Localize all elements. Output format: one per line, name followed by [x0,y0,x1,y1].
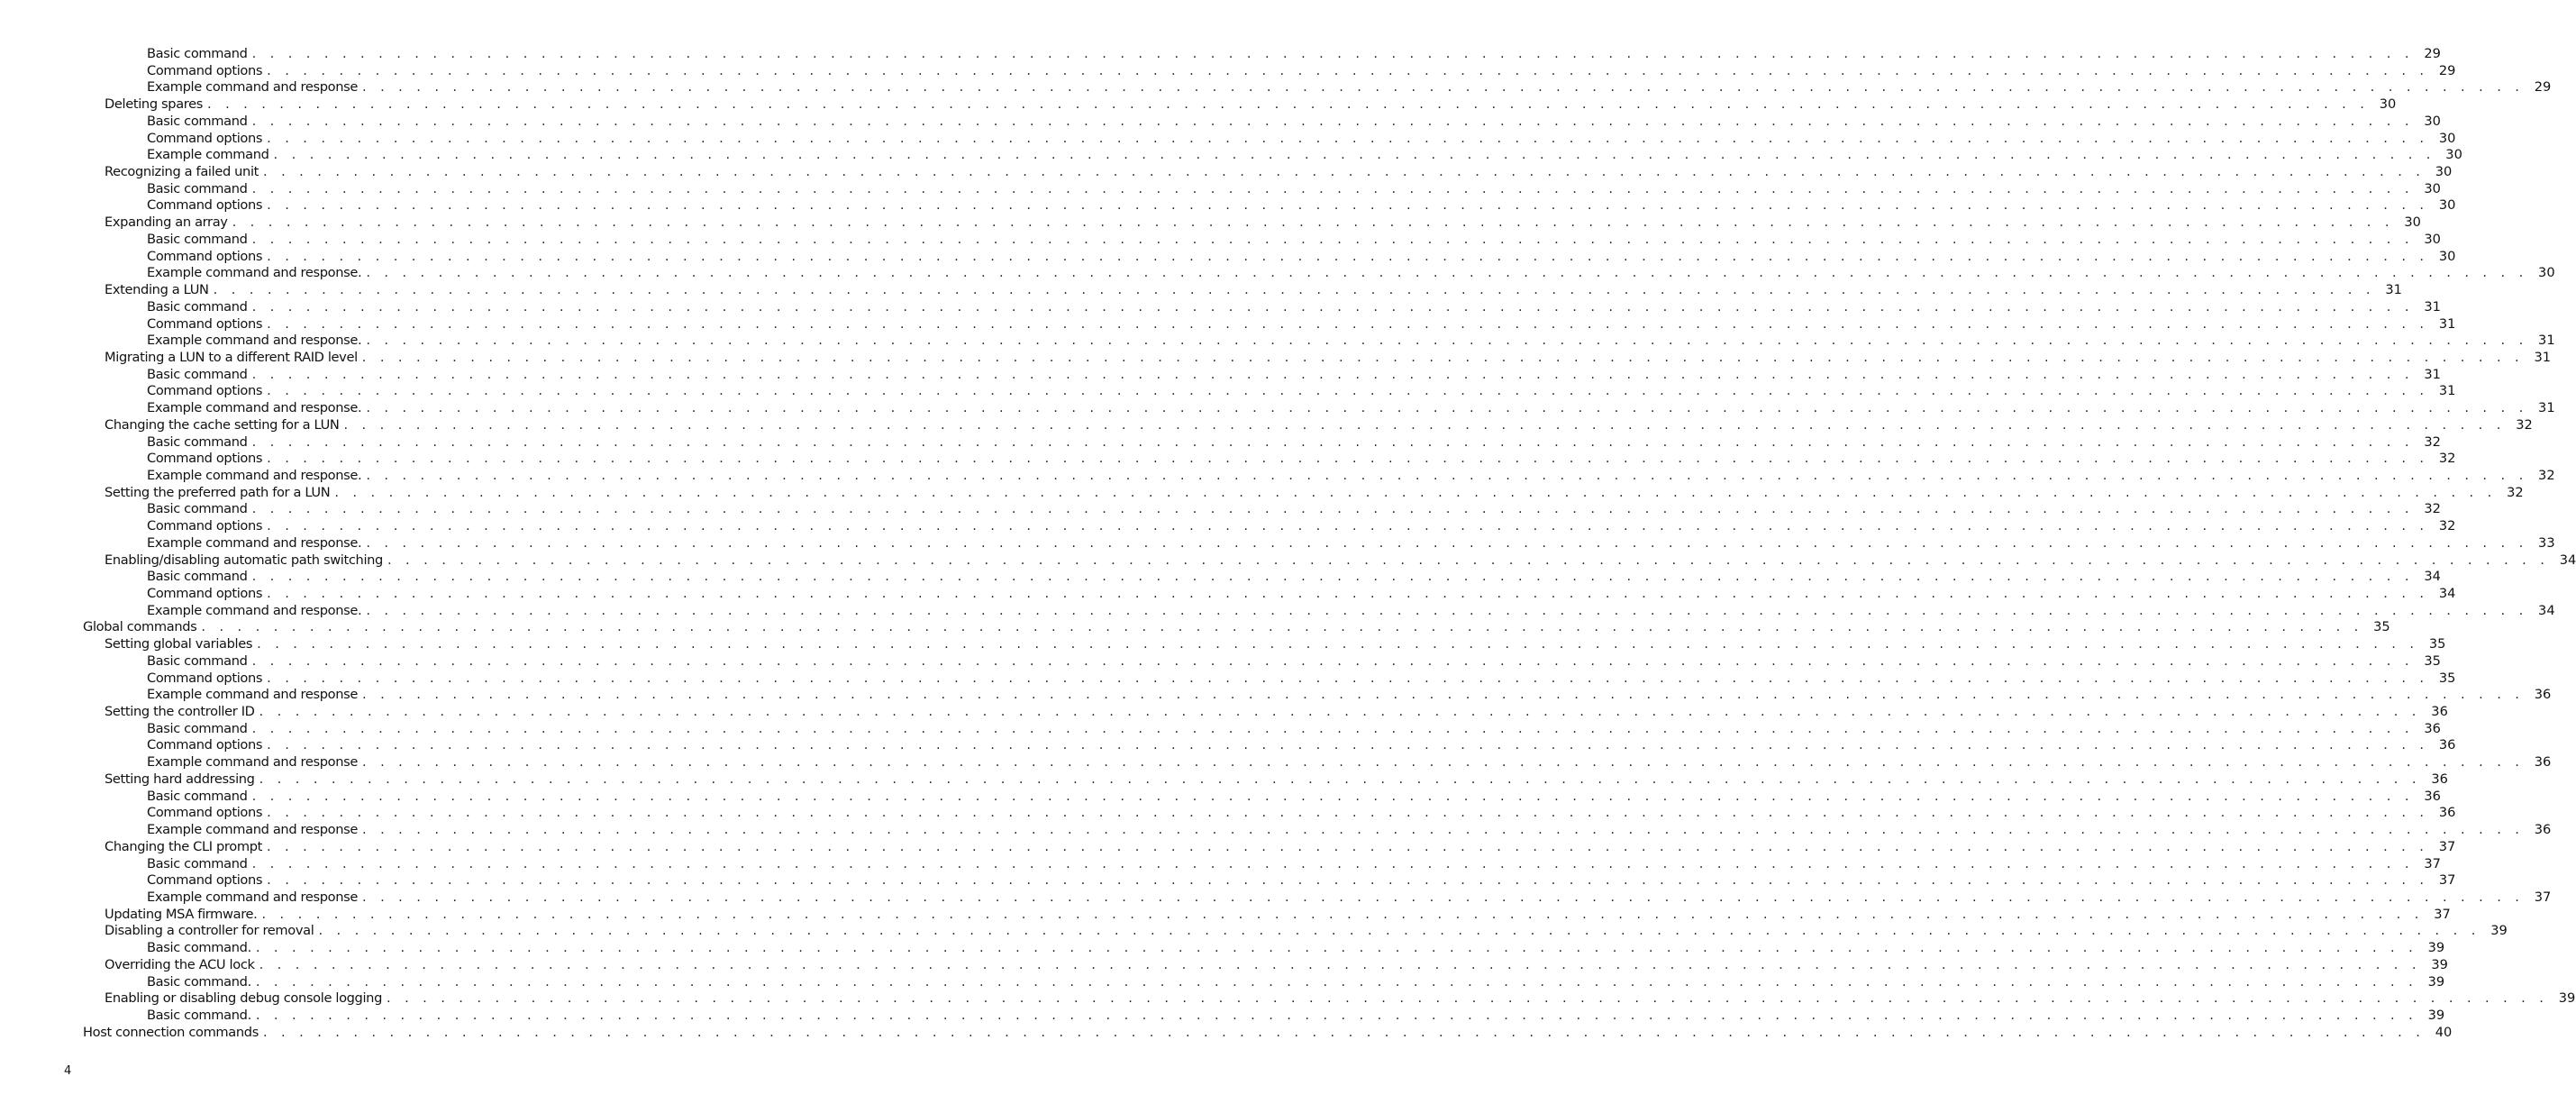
toc-entry[interactable] [0,552,2576,570]
toc-entry-title[interactable]: Setting the preferred path for a LUN [105,484,331,500]
toc-entry-page-number[interactable]: 30 [2438,248,2456,264]
dot-leader: . . . . . . . . . . . . . . . . . . . . . . . . . . . . . . . . . . . . . . . . . . . . . . . . . . . . . . . . . . . . . . . . . . . . . . . . . . . . . . . . . . . . . . . . . . . . . . . . . . . . . . . . . . . . . . . . . . . . . . . . [263,164,2426,180]
dot-leader: . . . . . . . . . . . . . . . . . . . . . . . . . . . . . . . . . . . . . . . . . . . . . . . . . . . . . . . . . . . . . . . . . . . . . . . . . . . . . . . . . . . . . . . . . . . . . . . . . . . . . . . . . . . . . . . . . . . . . . . . [251,720,2414,736]
toc-entry-title[interactable]: Global commands [83,619,197,635]
toc-entry-title[interactable]: Example command and response [147,687,359,703]
toc-entry-title[interactable]: Basic command [147,180,248,196]
toc-entry-page-number[interactable]: 36 [2431,704,2448,720]
toc-entry-title[interactable]: Example command and response. [147,400,362,416]
toc-entry-page-number[interactable]: 34 [2438,586,2456,601]
toc-entry-page-number[interactable]: 37 [2434,906,2451,922]
toc-entry[interactable] [0,838,2456,856]
dot-leader: . . . . . . . . . . . . . . . . . . . . . . . . . . . . . . . . . . . . . . . . . . . . . . . . . . . . . . . . . . . . . . . . . . . . . . . . . . . . . . . . . . . . . . . . . . . . . . . . . . . . . . . . . . . . . . . . . . . . . . . . [366,400,2528,416]
toc-entry-page-number[interactable]: 30 [2424,180,2441,196]
toc-entry-title[interactable]: Basic command [147,501,248,517]
toc-entry-title[interactable]: Basic command. [147,940,251,956]
toc-entry-page-number[interactable]: 36 [2534,754,2552,771]
toc-entry-title[interactable]: Example command and response [147,822,359,838]
toc-entry-page-number[interactable]: 40 [2435,1024,2453,1040]
toc-entry-page-number[interactable]: 37 [2424,855,2441,871]
toc-entry-title[interactable]: Basic command [147,788,248,804]
dot-leader: . . . . . . . . . . . . . . . . . . . . . . . . . . . . . . . . . . . . . . . . . . . . . . . . . . . . . . . . . . . . . . . . . . . . . . . . . . . . . . . . . . . . . . . . . . . . . . . . . . . . . . . . . . . . . . . . . . . . . . . . [267,315,2429,332]
dot-leader: . . . . . . . . . . . . . . . . . . . . . . . . . . . . . . . . . . . . . . . . . . . . . . . . . . . . . . . . . . . . . . . . . . . . . . . . . . . . . . . . . . . . . . . . . . . . . . . . . . . . . . . . . . . . . . . . . . . . . . . . [267,670,2429,686]
toc-entry[interactable] [0,956,2448,974]
toc-entry-page-number[interactable]: 29 [2534,79,2552,96]
toc-entry-title[interactable]: Deleting spares [105,96,203,113]
toc-entry-page-number[interactable]: 35 [2373,619,2390,635]
toc-entry[interactable] [0,619,2390,636]
toc-entry-page-number[interactable]: 31 [2385,282,2402,298]
toc-entry[interactable] [0,96,2397,114]
dot-leader: . . . . . . . . . . . . . . . . . . . . . . . . . . . . . . . . . . . . . . . . . . . . . . . . . . . . . . . . . . . . . . . . . . . . . . . . . . . . . . . . . . . . . . . . . . . . . . . . . . . . . . . . . . . . . . . . . . . . . . . . [273,147,2435,163]
toc-entry-page-number[interactable]: 30 [2438,130,2456,146]
toc-entry-page-number[interactable]: 37 [2534,889,2552,905]
toc-entry-page-number[interactable]: 36 [2438,805,2456,821]
page-number: 4 [64,1064,72,1078]
toc-entry-page-number[interactable]: 31 [2538,333,2555,349]
toc-entry-page-number[interactable]: 32 [2424,433,2441,450]
toc-entry[interactable] [0,282,2402,299]
toc-entry-title[interactable]: Basic command. [147,973,251,990]
dot-leader: . . . . . . . . . . . . . . . . . . . . . . . . . . . . . . . . . . . . . . . . . . . . . . . . . . . . . . . . . . . . . . . . . . . . . . . . . . . . . . . . . . . . . . . . . . . . . . . . . . . . . . . . . . . . . . . . . . . . . . . . [257,636,2419,652]
toc-entry-title[interactable]: Recognizing a failed unit [105,164,259,180]
toc-entry[interactable] [0,180,2441,198]
dot-leader: . . . . . . . . . . . . . . . . . . . . . . . . . . . . . . . . . . . . . . . . . . . . . . . . . . . . . . . . . . . . . . . . . . . . . . . . . . . . . . . . . . . . . . . . . . . . . . . . . . . . . . . . . . . . . . . . . . . . . . . . [361,349,2525,365]
dot-leader: . . . . . . . . . . . . . . . . . . . . . . . . . . . . . . . . . . . . . . . . . . . . . . . . . . . . . . . . . . . . . . . . . . . . . . . . . . . . . . . . . . . . . . . . . . . . . . . . . . . . . . . . . . . . . . . . . . . . . . . . [318,923,2480,939]
dot-leader: . . . . . . . . . . . . . . . . . . . . . . . . . . . . . . . . . . . . . . . . . . . . . . . . . . . . . . . . . . . . . . . . . . . . . . . . . . . . . . . . . . . . . . . . . . . . . . . . . . . . . . . . . . . . . . . . . . . . . . . . [251,788,2414,804]
toc-entry-title[interactable]: Expanding an array [105,214,228,231]
dot-leader: . . . . . . . . . . . . . . . . . . . . . . . . . . . . . . . . . . . . . . . . . . . . . . . . . . . . . . . . . . . . . . . . . . . . . . . . . . . . . . . . . . . . . . . . . . . . . . . . . . . . . . . . . . . . . . . . . . . . . . . . [267,586,2429,601]
dot-leader: . . . . . . . . . . . . . . . . . . . . . . . . . . . . . . . . . . . . . . . . . . . . . . . . . . . . . . . . . . . . . . . . . . . . . . . . . . . . . . . . . . . . . . . . . . . . . . . . . . . . . . . . . . . . . . . . . . . . . . . . [267,248,2429,264]
dot-leader: . . . . . . . . . . . . . . . . . . . . . . . . . . . . . . . . . . . . . . . . . . . . . . . . . . . . . . . . . . . . . . . . . . . . . . . . . . . . . . . . . . . . . . . . . . . . . . . . . . . . . . . . . . . . . . . . . . . . . . . . [251,298,2414,315]
toc-entry[interactable] [0,1007,2445,1025]
toc-entry[interactable] [0,754,2552,771]
toc-entry[interactable] [0,940,2445,957]
dot-leader: . . . . . . . . . . . . . . . . . . . . . . . . . . . . . . . . . . . . . . . . . . . . . . . . . . . . . . . . . . . . . . . . . . . . . . . . . . . . . . . . . . . . . . . . . . . . . . . . . . . . . . . . . . . . . . . . . . . . . . . . [251,366,2414,382]
toc-entry-title[interactable]: Setting the controller ID [105,704,255,720]
dot-leader: . . . . . . . . . . . . . . . . . . . . . . . . . . . . . . . . . . . . . . . . . . . . . . . . . . . . . . . . . . . . . . . . . . . . . . . . . . . . . . . . . . . . . . . . . . . . . . . . . . . . . . . . . . . . . . . . . . . . . . . . [267,805,2429,821]
dot-leader: . . . . . . . . . . . . . . . . . . . . . . . . . . . . . . . . . . . . . . . . . . . . . . . . . . . . . . . . . . . . . . . . . . . . . . . . . . . . . . . . . . . . . . . . . . . . . . . . . . . . . . . . . . . . . . . . . . . . . . . . [366,265,2528,281]
toc-entry[interactable] [0,383,2456,400]
toc-entry[interactable] [0,416,2533,434]
toc-entry-page-number[interactable]: 34 [2424,569,2441,585]
toc-entry-title[interactable]: Example command and response [147,889,359,905]
toc-entry[interactable] [0,990,2576,1008]
toc-entry-page-number[interactable]: 37 [2438,838,2456,854]
toc-entry[interactable] [0,484,2524,502]
toc-entry[interactable] [0,1024,2453,1042]
toc-entry[interactable] [0,147,2462,164]
toc-entry-title[interactable]: Basic command [147,720,248,736]
toc-entry-title[interactable]: Command options [147,315,263,332]
toc-entry-title[interactable]: Enabling or disabling debug console logging [105,990,382,1007]
toc-entry[interactable] [0,113,2441,131]
toc-entry-title[interactable]: Command options [147,872,263,889]
toc-entry-title[interactable]: Basic command [147,298,248,315]
toc-entry-title[interactable]: Example command [147,147,269,163]
toc-entry-page-number[interactable]: 31 [2438,383,2456,399]
toc-entry[interactable] [0,298,2441,316]
dot-leader: . . . . . . . . . . . . . . . . . . . . . . . . . . . . . . . . . . . . . . . . . . . . . . . . . . . . . . . . . . . . . . . . . . . . . . . . . . . . . . . . . . . . . . . . . . . . . . . . . . . . . . . . . . . . . . . . . . . . . . . . [251,433,2414,450]
toc-entry[interactable] [0,652,2441,671]
toc-entry-title[interactable]: Basic command [147,433,248,450]
toc-entry-page-number[interactable]: 32 [2438,518,2456,534]
dot-leader: . . . . . . . . . . . . . . . . . . . . . . . . . . . . . . . . . . . . . . . . . . . . . . . . . . . . . . . . . . . . . . . . . . . . . . . . . . . . . . . . . . . . . . . . . . . . . . . . . . . . . . . . . . . . . . . . . . . . . . . . [366,467,2528,483]
toc-entry-title[interactable]: Migrating a LUN to a different RAID level [105,349,358,365]
toc-entry-title[interactable]: Basic command [147,855,248,871]
dot-leader: . . . . . . . . . . . . . . . . . . . . . . . . . . . . . . . . . . . . . . . . . . . . . . . . . . . . . . . . . . . . . . . . . . . . . . . . . . . . . . . . . . . . . . . . . . . . . . . . . . . . . . . . . . . . . . . . . . . . . . . . [201,619,2363,635]
toc-entry-page-number[interactable]: 36 [2534,822,2552,838]
toc-entry-title[interactable]: Command options [147,737,263,753]
toc-entry[interactable] [0,872,2456,889]
dot-leader: . . . . . . . . . . . . . . . . . . . . . . . . . . . . . . . . . . . . . . . . . . . . . . . . . . . . . . . . . . . . . . . . . . . . . . . . . . . . . . . . . . . . . . . . . . . . . . . . . . . . . . . . . . . . . . . . . . . . . . . . [267,737,2429,753]
toc-entry-title[interactable]: Changing the cache setting for a LUN [105,416,340,433]
toc-entry-page-number[interactable]: 39 [2427,940,2445,956]
toc-entry[interactable] [0,366,2441,384]
toc-entry-page-number[interactable]: 30 [2445,147,2462,163]
dot-leader: . . . . . . . . . . . . . . . . . . . . . . . . . . . . . . . . . . . . . . . . . . . . . . . . . . . . . . . . . . . . . . . . . . . . . . . . . . . . . . . . . . . . . . . . . . . . . . . . . . . . . . . . . . . . . . . . . . . . . . . . [251,569,2414,585]
toc-entry-page-number[interactable]: 39 [2490,923,2508,939]
toc-entry[interactable] [0,586,2456,603]
toc-entry-title[interactable]: Command options [147,586,263,601]
dot-leader: . . . . . . . . . . . . . . . . . . . . . . . . . . . . . . . . . . . . . . . . . . . . . . . . . . . . . . . . . . . . . . . . . . . . . . . . . . . . . . . . . . . . . . . . . . . . . . . . . . . . . . . . . . . . . . . . . . . . . . . . [259,704,2421,720]
toc-entry-page-number[interactable]: 30 [2435,164,2453,180]
dot-leader: . . . . . . . . . . . . . . . . . . . . . . . . . . . . . . . . . . . . . . . . . . . . . . . . . . . . . . . . . . . . . . . . . . . . . . . . . . . . . . . . . . . . . . . . . . . . . . . . . . . . . . . . . . . . . . . . . . . . . . . . [343,416,2506,433]
toc-entry[interactable] [0,906,2451,924]
toc-entry[interactable] [0,720,2441,738]
dot-leader: . . . . . . . . . . . . . . . . . . . . . . . . . . . . . . . . . . . . . . . . . . . . . . . . . . . . . . . . . . . . . . . . . . . . . . . . . . . . . . . . . . . . . . . . . . . . . . . . . . . . . . . . . . . . . . . . . . . . . . . . [251,113,2414,129]
toc-entry-title[interactable]: Example command and response. [147,534,362,551]
toc-entry[interactable] [0,670,2456,688]
toc-entry[interactable] [0,534,2555,552]
toc-entry-title[interactable]: Command options [147,248,263,264]
toc-entry[interactable] [0,451,2456,468]
toc-entry-page-number[interactable]: 30 [2438,197,2456,214]
toc-entry-title[interactable]: Command options [147,805,263,821]
toc-entry-page-number[interactable]: 39 [2427,973,2445,990]
toc-entry-title[interactable]: Example command and response [147,79,359,96]
dot-leader: . . . . . . . . . . . . . . . . . . . . . . . . . . . . . . . . . . . . . . . . . . . . . . . . . . . . . . . . . . . . . . . . . . . . . . . . . . . . . . . . . . . . . . . . . . . . . . . . . . . . . . . . . . . . . . . . . . . . . . . . [366,534,2528,551]
toc-entry-title[interactable]: Command options [147,518,263,534]
toc-entry-page-number[interactable]: 36 [2431,771,2448,787]
toc-entry-title[interactable]: Example command and response [147,754,359,771]
toc-entry-page-number[interactable]: 32 [2424,501,2441,517]
toc-entry-page-number[interactable]: 35 [2438,670,2456,686]
toc-entry-page-number[interactable]: 31 [2424,366,2441,382]
toc-entry-page-number[interactable]: 36 [2424,720,2441,736]
dot-leader: . . . . . . . . . . . . . . . . . . . . . . . . . . . . . . . . . . . . . . . . . . . . . . . . . . . . . . . . . . . . . . . . . . . . . . . . . . . . . . . . . . . . . . . . . . . . . . . . . . . . . . . . . . . . . . . . . . . . . . . . [255,940,2418,956]
dot-leader: . . . . . . . . . . . . . . . . . . . . . . . . . . . . . . . . . . . . . . . . . . . . . . . . . . . . . . . . . . . . . . . . . . . . . . . . . . . . . . . . . . . . . . . . . . . . . . . . . . . . . . . . . . . . . . . . . . . . . . . . [251,652,2414,669]
toc-entry-page-number[interactable]: 31 [2424,298,2441,315]
toc-entry[interactable] [0,737,2456,754]
toc-entry-title[interactable]: Basic command [147,46,248,61]
toc-entry-title[interactable]: Basic command [147,231,248,247]
toc-entry[interactable] [0,923,2508,940]
toc-entry-title[interactable]: Basic command [147,113,248,129]
toc-entry-page-number[interactable]: 31 [2438,315,2456,332]
toc-entry-title[interactable]: Command options [147,130,263,146]
table-of-contents [0,46,2576,1041]
toc-entry-title[interactable]: Command options [147,197,263,214]
dot-leader: . . . . . . . . . . . . . . . . . . . . . . . . . . . . . . . . . . . . . . . . . . . . . . . . . . . . . . . . . . . . . . . . . . . . . . . . . . . . . . . . . . . . . . . . . . . . . . . . . . . . . . . . . . . . . . . . . . . . . . . . [362,822,2525,838]
toc-entry[interactable] [0,197,2456,214]
dot-leader: . . . . . . . . . . . . . . . . . . . . . . . . . . . . . . . . . . . . . . . . . . . . . . . . . . . . . . . . . . . . . . . . . . . . . . . . . . . . . . . . . . . . . . . . . . . . . . . . . . . . . . . . . . . . . . . . . . . . . . . . [232,214,2394,231]
dot-leader: . . . . . . . . . . . . . . . . . . . . . . . . . . . . . . . . . . . . . . . . . . . . . . . . . . . . . . . . . . . . . . . . . . . . . . . . . . . . . . . . . . . . . . . . . . . . . . . . . . . . . . . . . . . . . . . . . . . . . . . . [251,855,2414,871]
toc-entry[interactable] [0,214,2421,232]
toc-entry-title[interactable]: Command options [147,62,263,78]
toc-entry-page-number[interactable]: 30 [2404,214,2421,231]
toc-entry[interactable] [0,265,2555,282]
dot-leader: . . . . . . . . . . . . . . . . . . . . . . . . . . . . . . . . . . . . . . . . . . . . . . . . . . . . . . . . . . . . . . . . . . . . . . . . . . . . . . . . . . . . . . . . . . . . . . . . . . . . . . . . . . . . . . . . . . . . . . . . [255,1007,2418,1023]
toc-entry[interactable] [0,231,2441,249]
dot-leader: . . . . . . . . . . . . . . . . . . . . . . . . . . . . . . . . . . . . . . . . . . . . . . . . . . . . . . . . . . . . . . . . . . . . . . . . . . . . . . . . . . . . . . . . . . . . . . . . . . . . . . . . . . . . . . . . . . . . . . . . [362,754,2525,771]
toc-entry[interactable] [0,602,2555,620]
dot-leader: . . . . . . . . . . . . . . . . . . . . . . . . . . . . . . . . . . . . . . . . . . . . . . . . . . . . . . . . . . . . . . . . . . . . . . . . . . . . . . . . . . . . . . . . . . . . . . . . . . . . . . . . . . . . . . . . . . . . . . . . [267,451,2429,467]
dot-leader: . . . . . . . . . . . . . . . . . . . . . . . . . . . . . . . . . . . . . . . . . . . . . . . . . . . . . . . . . . . . . . . . . . . . . . . . . . . . . . . . . . . . . . . . . . . . . . . . . . . . . . . . . . . . . . . . . . . . . . . . [251,501,2414,517]
dot-leader: . . . . . . . . . . . . . . . . . . . . . . . . . . . . . . . . . . . . . . . . . . . . . . . . . . . . . . . . . . . . . . . . . . . . . . . . . . . . . . . . . . . . . . . . . . . . . . . . . . . . . . . . . . . . . . . . . . . . . . . . [267,518,2429,534]
toc-entry[interactable] [0,518,2456,535]
dot-leader: . . . . . . . . . . . . . . . . . . . . . . . . . . . . . . . . . . . . . . . . . . . . . . . . . . . . . . . . . . . . . . . . . . . . . . . . . . . . . . . . . . . . . . . . . . . . . . . . . . . . . . . . . . . . . . . . . . . . . . . . [267,130,2429,146]
toc-entry-page-number[interactable]: 31 [2534,349,2552,365]
toc-entry-page-number[interactable]: 39 [2427,1007,2445,1023]
toc-entry-title[interactable]: Enabling/disabling automatic path switching [105,552,383,568]
dot-leader: . . . . . . . . . . . . . . . . . . . . . . . . . . . . . . . . . . . . . . . . . . . . . . . . . . . . . . . . . . . . . . . . . . . . . . . . . . . . . . . . . . . . . . . . . . . . . . . . . . . . . . . . . . . . . . . . . . . . . . . . [259,956,2421,972]
dot-leader: . . . . . . . . . . . . . . . . . . . . . . . . . . . . . . . . . . . . . . . . . . . . . . . . . . . . . . . . . . . . . . . . . . . . . . . . . . . . . . . . . . . . . . . . . . . . . . . . . . . . . . . . . . . . . . . . . . . . . . . . [366,333,2528,349]
toc-entry-title[interactable]: Basic command [147,366,248,382]
toc-entry[interactable] [0,333,2555,350]
dot-leader: . . . . . . . . . . . . . . . . . . . . . . . . . . . . . . . . . . . . . . . . . . . . . . . . . . . . . . . . . . . . . . . . . . . . . . . . . . . . . . . . . . . . . . . . . . . . . . . . . . . . . . . . . . . . . . . . . . . . . . . . [213,282,2375,298]
toc-entry-title[interactable]: Command options [147,383,263,399]
toc-entry[interactable] [0,855,2441,873]
toc-entry-page-number[interactable]: 30 [2379,96,2397,113]
dot-leader: . . . . . . . . . . . . . . . . . . . . . . . . . . . . . . . . . . . . . . . . . . . . . . . . . . . . . . . . . . . . . . . . . . . . . . . . . . . . . . . . . . . . . . . . . . . . . . . . . . . . . . . . . . . . . . . . . . . . . . . . [266,838,2429,854]
dot-leader: . . . . . . . . . . . . . . . . . . . . . . . . . . . . . . . . . . . . . . . . . . . . . . . . . . . . . . . . . . . . . . . . . . . . . . . . . . . . . . . . . . . . . . . . . . . . . . . . . . . . . . . . . . . . . . . . . . . . . . . . [259,771,2421,787]
toc-entry[interactable] [0,501,2441,518]
toc-entry-title[interactable]: Example command and response. [147,602,362,618]
toc-entry-page-number[interactable]: 32 [2438,451,2456,467]
toc-entry[interactable] [0,822,2552,839]
toc-entry-title[interactable]: Updating MSA firmware. [105,906,258,922]
toc-entry-title[interactable]: Example command and response. [147,265,362,281]
dot-leader: . . . . . . . . . . . . . . . . . . . . . . . . . . . . . . . . . . . . . . . . . . . . . . . . . . . . . . . . . . . . . . . . . . . . . . . . . . . . . . . . . . . . . . . . . . . . . . . . . . . . . . . . . . . . . . . . . . . . . . . . [267,872,2429,889]
dot-leader: . . . . . . . . . . . . . . . . . . . . . . . . . . . . . . . . . . . . . . . . . . . . . . . . . . . . . . . . . . . . . . . . . . . . . . . . . . . . . . . . . . . . . . . . . . . . . . . . . . . . . . . . . . . . . . . . . . . . . . . . [334,484,2497,500]
toc-entry[interactable] [0,164,2453,181]
toc-entry-page-number[interactable]: 37 [2438,872,2456,889]
toc-entry-page-number[interactable]: 32 [2538,467,2555,483]
toc-entry[interactable] [0,467,2555,485]
toc-entry-title[interactable]: Disabling a controller for removal [105,923,314,939]
dot-leader: . . . . . . . . . . . . . . . . . . . . . . . . . . . . . . . . . . . . . . . . . . . . . . . . . . . . . . . . . . . . . . . . . . . . . . . . . . . . . . . . . . . . . . . . . . . . . . . . . . . . . . . . . . . . . . . . . . . . . . . . [267,197,2429,214]
toc-entry[interactable] [0,569,2441,586]
toc-entry-page-number[interactable]: 36 [2424,788,2441,804]
dot-leader: . . . . . . . . . . . . . . . . . . . . . . . . . . . . . . . . . . . . . . . . . . . . . . . . . . . . . . . . . . . . . . . . . . . . . . . . . . . . . . . . . . . . . . . . . . . . . . . . . . . . . . . . . . . . . . . . . . . . . . . . [251,46,2414,61]
dot-leader: . . . . . . . . . . . . . . . . . . . . . . . . . . . . . . . . . . . . . . . . . . . . . . . . . . . . . . . . . . . . . . . . . . . . . . . . . . . . . . . . . . . . . . . . . . . . . . . . . . . . . . . . . . . . . . . . . . . . . . . . [362,889,2525,905]
dot-leader: . . . . . . . . . . . . . . . . . . . . . . . . . . . . . . . . . . . . . . . . . . . . . . . . . . . . . . . . . . . . . . . . . . . . . . . . . . . . . . . . . . . . . . . . . . . . . . . . . . . . . . . . . . . . . . . . . . . . . . . . [366,602,2528,618]
toc-entry-title[interactable]: Command options [147,451,263,467]
toc-entry[interactable] [0,400,2555,417]
toc-entry-title[interactable]: Basic command [147,569,248,585]
toc-entry-title[interactable]: Extending a LUN [105,282,209,298]
toc-entry-page-number[interactable]: 35 [2428,636,2446,652]
toc-entry[interactable] [0,349,2552,367]
toc-entry-title[interactable]: Example command and response. [147,467,362,483]
toc-entry[interactable] [0,79,2552,96]
toc-entry-title[interactable]: Changing the CLI prompt [105,838,262,854]
toc-entry-page-number[interactable]: 29 [2424,46,2441,61]
toc-entry-page-number[interactable]: 29 [2438,62,2456,78]
dot-leader: . . . . . . . . . . . . . . . . . . . . . . . . . . . . . . . . . . . . . . . . . . . . . . . . . . . . . . . . . . . . . . . . . . . . . . . . . . . . . . . . . . . . . . . . . . . . . . . . . . . . . . . . . . . . . . . . . . . . . . . . [362,79,2525,96]
dot-leader: . . . . . . . . . . . . . . . . . . . . . . . . . . . . . . . . . . . . . . . . . . . . . . . . . . . . . . . . . . . . . . . . . . . . . . . . . . . . . . . . . . . . . . . . . . . . . . . . . . . . . . . . . . . . . . . . . . . . . . . . [387,552,2550,568]
toc-entry-page-number[interactable]: 31 [2538,400,2555,416]
toc-entry-page-number[interactable]: 35 [2424,652,2441,669]
toc-entry-title[interactable]: Host connection commands [83,1024,259,1040]
toc-entry[interactable] [0,973,2445,991]
toc-entry[interactable] [0,46,2441,63]
dot-leader: . . . . . . . . . . . . . . . . . . . . . . . . . . . . . . . . . . . . . . . . . . . . . . . . . . . . . . . . . . . . . . . . . . . . . . . . . . . . . . . . . . . . . . . . . . . . . . . . . . . . . . . . . . . . . . . . . . . . . . . . [362,687,2525,703]
toc-entry-page-number[interactable]: 32 [2507,484,2524,500]
toc-entry[interactable] [0,805,2456,822]
toc-entry[interactable] [0,788,2441,806]
toc-entry[interactable] [0,248,2456,266]
toc-entry-title[interactable]: Example command and response. [147,333,362,349]
toc-entry[interactable] [0,433,2441,452]
toc-entry[interactable] [0,130,2456,148]
dot-leader: . . . . . . . . . . . . . . . . . . . . . . . . . . . . . . . . . . . . . . . . . . . . . . . . . . . . . . . . . . . . . . . . . . . . . . . . . . . . . . . . . . . . . . . . . . . . . . . . . . . . . . . . . . . . . . . . . . . . . . . . [207,96,2370,113]
toc-entry[interactable] [0,315,2456,333]
dot-leader: . . . . . . . . . . . . . . . . . . . . . . . . . . . . . . . . . . . . . . . . . . . . . . . . . . . . . . . . . . . . . . . . . . . . . . . . . . . . . . . . . . . . . . . . . . . . . . . . . . . . . . . . . . . . . . . . . . . . . . . . [251,231,2414,247]
toc-entry-title[interactable]: Setting global variables [105,636,253,652]
toc-entry-title[interactable]: Overriding the ACU lock [105,956,255,972]
dot-leader: . . . . . . . . . . . . . . . . . . . . . . . . . . . . . . . . . . . . . . . . . . . . . . . . . . . . . . . . . . . . . . . . . . . . . . . . . . . . . . . . . . . . . . . . . . . . . . . . . . . . . . . . . . . . . . . . . . . . . . . . [387,990,2549,1007]
dot-leader: . . . . . . . . . . . . . . . . . . . . . . . . . . . . . . . . . . . . . . . . . . . . . . . . . . . . . . . . . . . . . . . . . . . . . . . . . . . . . . . . . . . . . . . . . . . . . . . . . . . . . . . . . . . . . . . . . . . . . . . . [255,973,2418,990]
toc-entry[interactable] [0,636,2446,653]
toc-entry-title[interactable]: Basic command. [147,1007,251,1023]
dot-leader: . . . . . . . . . . . . . . . . . . . . . . . . . . . . . . . . . . . . . . . . . . . . . . . . . . . . . . . . . . . . . . . . . . . . . . . . . . . . . . . . . . . . . . . . . . . . . . . . . . . . . . . . . . . . . . . . . . . . . . . . [262,1024,2426,1040]
dot-leader: . . . . . . . . . . . . . . . . . . . . . . . . . . . . . . . . . . . . . . . . . . . . . . . . . . . . . . . . . . . . . . . . . . . . . . . . . . . . . . . . . . . . . . . . . . . . . . . . . . . . . . . . . . . . . . . . . . . . . . . . [251,180,2414,196]
toc-entry-page-number[interactable]: 36 [2534,687,2552,703]
dot-leader: . . . . . . . . . . . . . . . . . . . . . . . . . . . . . . . . . . . . . . . . . . . . . . . . . . . . . . . . . . . . . . . . . . . . . . . . . . . . . . . . . . . . . . . . . . . . . . . . . . . . . . . . . . . . . . . . . . . . . . . . [267,62,2429,78]
toc-entry-page-number[interactable]: 39 [2558,990,2576,1007]
toc-entry[interactable] [0,687,2552,704]
toc-entry-page-number[interactable]: 36 [2438,737,2456,753]
toc-entry[interactable] [0,62,2456,80]
toc-entry-page-number[interactable]: 30 [2424,113,2441,129]
toc-entry[interactable] [0,889,2552,907]
toc-entry-title[interactable]: Setting hard addressing [105,771,255,787]
dot-leader: . . . . . . . . . . . . . . . . . . . . . . . . . . . . . . . . . . . . . . . . . . . . . . . . . . . . . . . . . . . . . . . . . . . . . . . . . . . . . . . . . . . . . . . . . . . . . . . . . . . . . . . . . . . . . . . . . . . . . . . . [261,906,2424,922]
toc-entry-page-number[interactable]: 33 [2538,534,2555,551]
toc-entry-page-number[interactable]: 39 [2431,956,2448,972]
dot-leader: . . . . . . . . . . . . . . . . . . . . . . . . . . . . . . . . . . . . . . . . . . . . . . . . . . . . . . . . . . . . . . . . . . . . . . . . . . . . . . . . . . . . . . . . . . . . . . . . . . . . . . . . . . . . . . . . . . . . . . . . [267,383,2429,399]
toc-entry-title[interactable]: Command options [147,670,263,686]
toc-entry[interactable] [0,704,2448,721]
toc-entry-page-number[interactable]: 34 [2538,602,2555,618]
toc-entry[interactable] [0,771,2448,789]
toc-entry-page-number[interactable]: 30 [2538,265,2555,281]
toc-entry-page-number[interactable]: 34 [2559,552,2576,568]
toc-entry-page-number[interactable]: 32 [2516,416,2533,433]
toc-entry-title[interactable]: Basic command [147,652,248,669]
toc-entry-page-number[interactable]: 30 [2424,231,2441,247]
